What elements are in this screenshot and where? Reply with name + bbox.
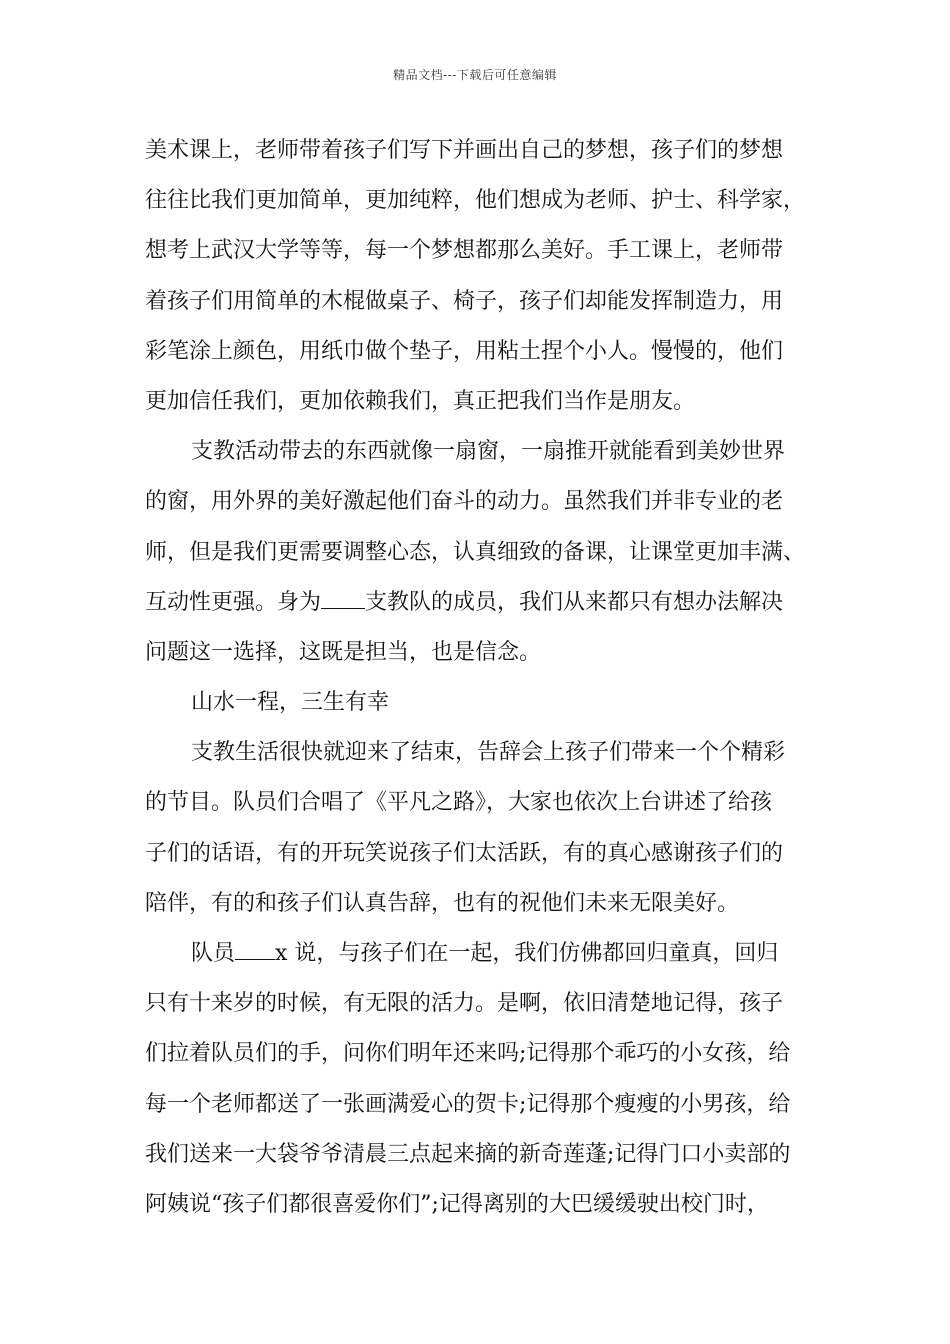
paragraph-line: 我们送来一大袋爷爷清晨三点起来摘的新奇莲蓬;记得门口小卖部的: [145, 1141, 791, 1167]
paragraph-line: 陪伴，有的和孩子们认真告辞，也有的祝他们未来无限美好。: [145, 890, 740, 916]
fill-in-blank: [235, 935, 275, 960]
paragraph-line: 着孩子们用简单的木棍做桌子、椅子，孩子们却能发挥制造力，用: [145, 288, 784, 314]
paragraph-line: 每一个老师都送了一张画满爱心的贺卡;记得那个瘦瘦的小男孩，给: [145, 1091, 791, 1117]
paragraph-line: 往往比我们更加简单，更加纯粹，他们想成为老师、护士、科学家，: [145, 188, 806, 214]
page-header: 精品文档---下载后可任意编辑: [393, 68, 557, 82]
paragraph-line: 子们的话语，有的开玩笑说孩子们太活跃，有的真心感谢孩子们的: [145, 840, 784, 866]
paragraph-line: 师，但是我们更需要调整心态，认真细致的备课，让课堂更加丰满、: [145, 539, 806, 565]
paragraph-line: 美术课上，老师带着孩子们写下并画出自己的梦想，孩子们的梦想: [145, 138, 784, 163]
paragraph-line: [145, 578, 815, 628]
document-body: [145, 126, 815, 1230]
paragraph-line: 支教活动带去的东西就像一扇窗，一扇推开就能看到美妙世界: [191, 439, 786, 465]
line-segment: x 说，与孩子们在一起，我们仿佛都回归童真，回归: [275, 941, 779, 966]
paragraph-line: 们拉着队员们的手，问你们明年还来吗;记得那个乖巧的小女孩，给: [145, 1041, 791, 1067]
paragraph-line: 彩笔涂上颜色，用纸巾做个垫子，用粘土捏个小人。慢慢的，他们: [145, 338, 784, 364]
paragraph-line: 的窗，用外界的美好激起他们奋斗的动力。虽然我们并非专业的老: [145, 489, 784, 515]
paragraph-line: 想考上武汉大学等等，每一个梦想都那么美好。手工课上，老师带: [145, 238, 784, 264]
paragraph-line: 只有十来岁的时候，有无限的活力。是啊，依旧清楚地记得，孩子: [145, 991, 784, 1017]
paragraph-line: 问题这一选择，这既是担当，也是信念。: [145, 639, 542, 665]
section-heading: 山水一程，三生有幸: [191, 690, 390, 716]
paragraph-line: 支教生活很快就迎来了结束，告辞会上孩子们带来一个个精彩: [191, 740, 786, 766]
line-segment: 队员: [191, 941, 236, 966]
paragraph-line: 更加信任我们，更加依赖我们，真正把我们当作是朋友。: [145, 388, 696, 414]
fill-in-blank: [321, 584, 365, 609]
paragraph-line: 阿姨说“孩子们都很喜爱你们”;记得离别的大巴缓缓驶出校门时，: [145, 1191, 769, 1217]
line-segment: 支教队的成员，我们从来都只有想办法解决: [365, 589, 784, 615]
paragraph-line: [145, 929, 815, 979]
line-segment: 互动性更强。身为: [145, 589, 322, 615]
paragraph-line: 的节目。队员们合唱了《平凡之路》，大家也依次上台讲述了给孩: [145, 790, 773, 816]
